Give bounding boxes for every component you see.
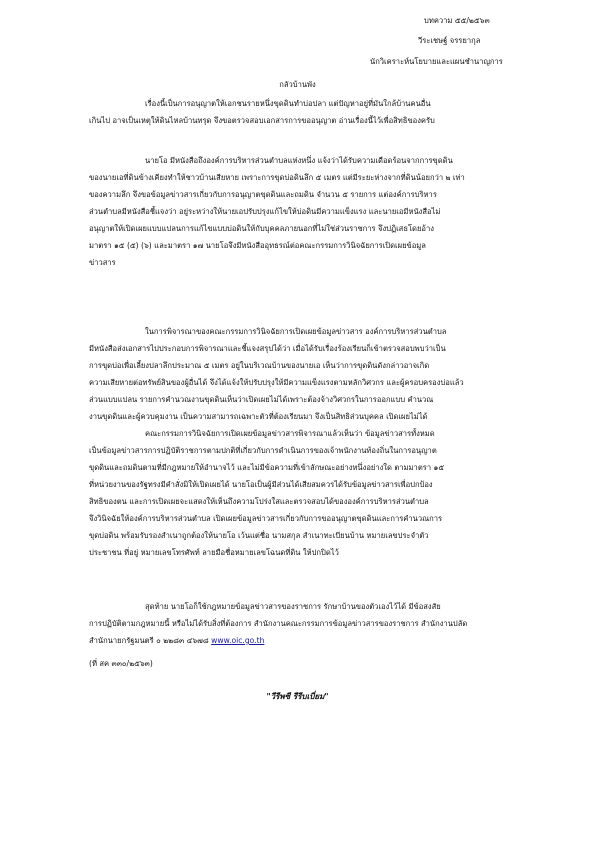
paragraph-line: ส่วนแบบแปลน รายการคำนวณงานขุดดินเห็นว่าเปิดเผยไม่ได้เพราะต้องจ้างวิศวกรในการออกแบบ คำนวณ — [89, 395, 434, 404]
paragraph-3 — [89, 323, 526, 425]
paragraph-line: ขุดบ่อดิน พร้อมรับรองสำเนาถูกต้องให้นายโอ เว้นแต่ชื่อ นามสกุล สำเนาทะเบียนบ้าน หมายเลขประจำตัว — [89, 531, 429, 540]
paragraph-line: งานขุดดินและผู้ควบคุมงาน เป็นความสามารถเฉพาะตัวที่ต้องเรียนมา จึงเป็นสิทธิส่วนบุคคล เปิดเผยไม่ได้ — [89, 412, 428, 421]
paragraph-line: เกินไป อาจเป็นเหตุให้ดินไหลบ้านทรุด จึงขอตรวจสอบเอกสารการขออนุญาต อ่านเรื่องนี้ไว้เพื่อสิทธิของครับ — [89, 116, 435, 125]
paragraph-line: ในการพิจารณาของคณะกรรมการวินิจฉัยการเปิดเผยข้อมูลข่าวสาร องค์การบริหารส่วนตำบล — [145, 327, 447, 336]
reference-number: (ที่ สค ๓๓๐/๒๕๖๓) — [89, 659, 153, 668]
author-signature: "วีรีพซี รีรีบเบี่ยม" — [266, 691, 329, 701]
paragraph-line: การปฏิบัติตามกฎหมายนี้ หรือไม่ได้รับสิ่งที่ต้องการ สำนักงานคณะกรรมการข้อมูลข่าวสารของราชการ สำนักงานปลัด — [89, 619, 468, 628]
paragraph-line: นายโอ มีหนังสือถึงองค์การบริหารส่วนตำบลแห่งหนึ่ง แจ้งว่าได้รับความเดือดร้อนจากการขุดดิน — [145, 156, 453, 165]
paragraph-line: จึงวินิจฉัยให้องค์การบริหารส่วนตำบล เปิดเผยข้อมูลข่าวสารเกี่ยวกับการขออนุญาตขุดดินและการคำนวณการ — [89, 514, 443, 523]
paragraph-4 — [89, 425, 526, 561]
paragraph-line: อนุญาตให้เปิดเผยแบบแปลนการแก้ไขแบบบ่อดินให้กับบุคคลภายนอกที่ไม่ใช่ส่วนราชการ จึงปฏิเสธโดยอ้าง — [89, 224, 434, 233]
paragraph-line: มาตรา ๑๕ (๕) (๖) และมาตรา ๑๗ นายโอจึงมีหนังสืออุทธรณ์ต่อคณะกรรมการวินิจฉัยการเปิดเผยข้อมูล — [89, 241, 426, 250]
paragraph-line — [89, 632, 526, 649]
paragraph-line: ส่วนตำบลมีหนังสือชี้แจงว่า อยู่ระหว่างให้นายเอปรับปรุงแก้ไขให้บ่อดินมีความแข็งแรง และนายเอมีหนังสือไม่ — [89, 207, 441, 216]
paragraph-line: ของนายเอที่ดินข้างเคียงทำให้ชาวบ้านเสียหาย เพราะการขุดบ่อดินลึก ๕ เมตร แต่มีระยะห่างจากที่ดินน้อยกว่า ๒ เท่า — [89, 173, 465, 182]
paragraph-line: คณะกรรมการวินิจฉัยการเปิดเผยข้อมูลข่าวสารพิจารณาแล้วเห็นว่า ข้อมูลข่าวสารทั้งหมด — [145, 429, 435, 438]
paragraph-line: ขุดดินและถมดินตามที่มีกฎหมายให้อำนาจไว้ และไม่มีข้อความที่เข้าลักษณะอย่างหนึ่งอย่างใด ตามมาตรา ๑๕ — [89, 463, 445, 472]
oic-website-link[interactable]: www.oic.go.th — [211, 636, 265, 645]
paragraph-line: การขุดบ่อเพื่อเลี้ยงปลาลึกประมาณ ๕ เมตร อยู่ในบริเวณบ้านของนายเอ เห็นว่าการขุดดินดังกล่าวอาจเกิด — [89, 361, 430, 370]
article-title: กลัวบ้านพัง — [279, 80, 316, 89]
author-position: นักวิเคราะห์นโยบายและแผนชำนาญการ — [370, 57, 503, 66]
paragraph-line: ของความลึก จึงขอข้อมูลข่าวสารเกี่ยวกับการอนุญาตขุดดินและถมดิน จำนวน ๕ รายการ แต่องค์การบริหาร — [89, 190, 437, 199]
article-number: บทความ ๕๕/๒๕๖๓ — [424, 16, 490, 25]
paragraph-line: ที่หน่วยงานของรัฐทรงมีคำสั่งมิให้เปิดเผยได้ นายโอเป็นผู้มีส่วนได้เสียสมควรได้รับข้อมูลข่าวสารเพื่อปกป้อง — [89, 480, 433, 489]
contact-phone: สำนักนายกรัฐมนตรี ๐ ๒๒๘๓ ๔๖๗๘ — [89, 636, 212, 645]
paragraph-line: ความเสียหายต่อทรัพย์สินของผู้อื่นได้ จึงได้แจ้งให้ปรับปรุงให้มีความแข็งแรงตามหลักวิศวกร และผู้ครอบครองบ่อแล้ว — [89, 378, 464, 387]
author-name: วีระเชษฐ์ จรรยากุล — [418, 36, 481, 45]
paragraph-1 — [89, 95, 526, 129]
paragraph-line: สิทธิของตน และการเปิดเผยจะแสดงให้เห็นถึงความโปร่งใสและตรวจสอบได้ขององค์การบริหารส่วนตำบล — [89, 497, 429, 506]
paragraph-line: ข่าวสาร — [89, 258, 116, 267]
paragraph-line: มีหนังสือส่งเอกสารไปประกอบการพิจารณาและชี้แจงสรุปได้ว่า เมื่อได้รับเรื่องร้องเรียนก็เข้าตรวจสอบพบว่าเป็น — [89, 344, 446, 353]
paragraph-5 — [89, 598, 526, 649]
paragraph-2 — [89, 152, 526, 271]
paragraph-line: เป็นข้อมูลข่าวสารการปฏิบัติราชการตามปกติที่เกี่ยวกับการดำเนินการของเจ้าพนักงานท้องถิ่นในการอนุญาต — [89, 446, 437, 455]
paragraph-line: เรื่องนี้เป็นการอนุญาตให้เอกชนรายหนึ่งขุดดินทำบ่อปลา แต่ปัญหาอยู่ที่มันใกล้บ้านคนอื่น — [145, 99, 431, 108]
paragraph-line: ประชาชน ที่อยู่ หมายเลขโทรศัพท์ ลายมือชื่อหมายเลขโฉนดที่ดิน ให้ปกปิดไว้ — [89, 548, 339, 557]
paragraph-line: สุดท้าย นายโอก็ใช้กฎหมายข้อมูลข่าวสารของราชการ รักษาบ้านของตัวเองไว้ได้ มีข้อสงสัย — [145, 602, 441, 611]
